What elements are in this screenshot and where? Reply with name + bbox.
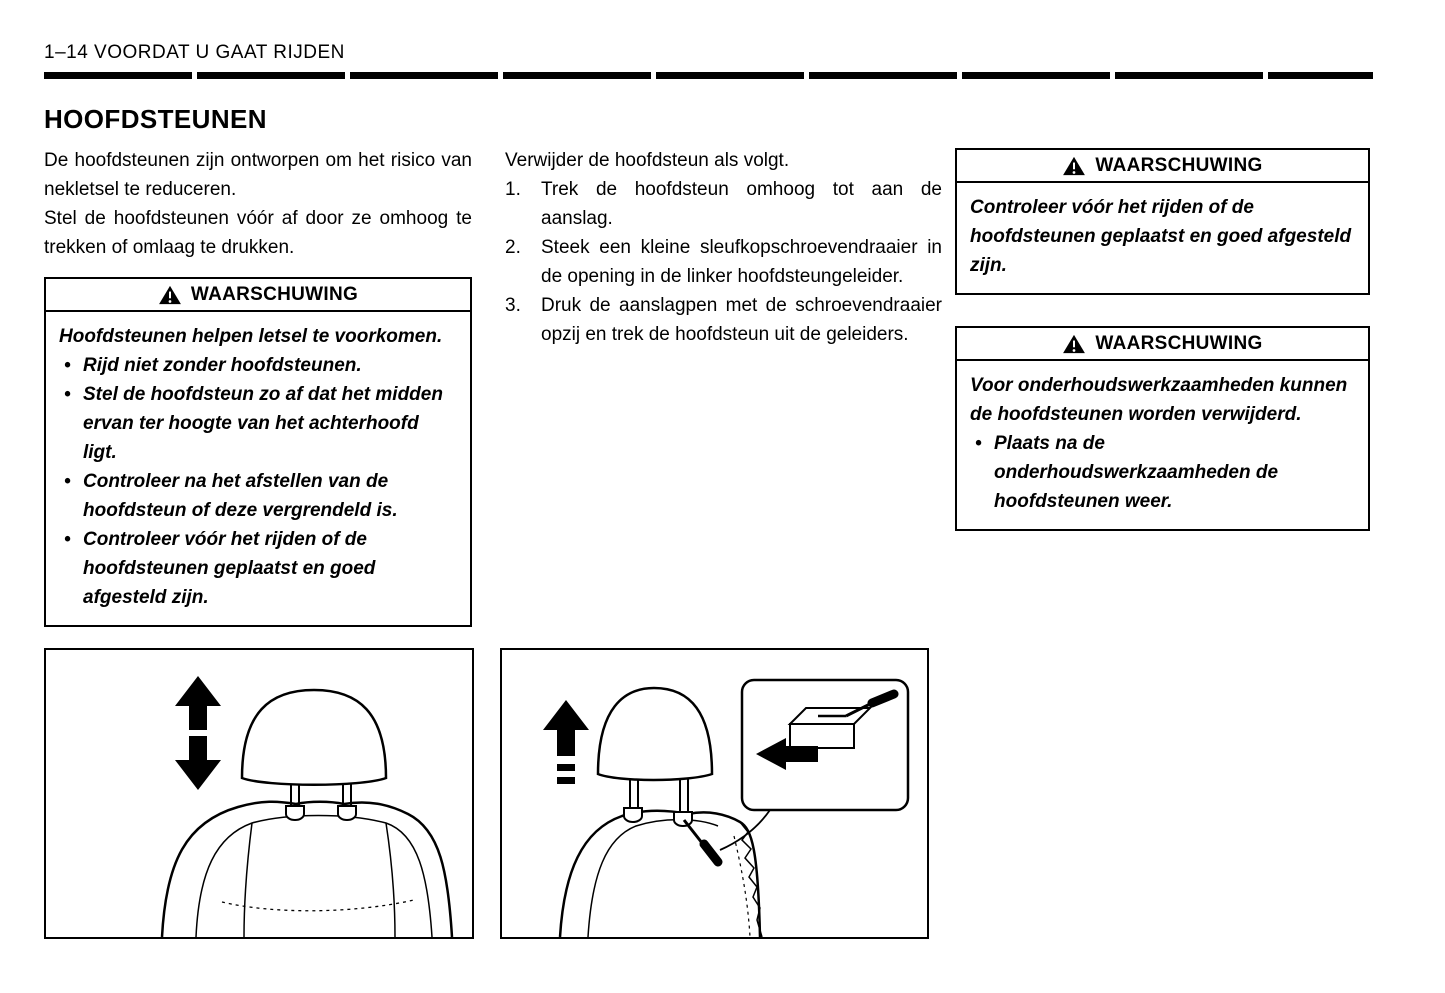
warning-bullet: • Controleer na het afstellen van de hoofdsteun of deze vergrendeld is.	[59, 467, 457, 525]
middle-column	[505, 146, 942, 349]
warning-bullet: • Plaats na de onderhoudswerkzaamheden de hoofdsteunen weer.	[970, 429, 1355, 516]
warning-lead: Hoofdsteunen helpen letsel te voorkomen.	[59, 326, 443, 347]
warning-box-maintenance	[955, 326, 1370, 531]
warning-body	[957, 361, 1368, 529]
warning-body	[46, 312, 470, 625]
warning-bullet: • Rijd niet zonder hoofdsteunen.	[59, 351, 457, 380]
step-text: Trek de hoofdsteun omhoog tot aan de aanslag.	[541, 179, 942, 229]
step-number: 3.	[505, 295, 521, 316]
warning-bullet-list	[970, 429, 1355, 516]
step-number: 2.	[505, 237, 521, 258]
warning-lead: Voor onderhoudswerkzaamheden kunnen de hoofdsteunen worden verwijderd.	[970, 375, 1348, 425]
warning-title: WAARSCHUWING	[1095, 155, 1263, 176]
warning-bullet: • Stel de hoofdsteun zo af dat het midden ervan ter hoogte van het achterhoofd ligt.	[59, 380, 457, 467]
step-text: Steek een kleine sleufkopschroevendraaier in de opening in de linker hoofdsteungeleider.	[541, 237, 942, 287]
step-item-3	[505, 291, 942, 349]
warning-header	[957, 328, 1368, 361]
up-arrow-icon	[175, 676, 221, 730]
warning-box-check-before-driving	[955, 148, 1370, 295]
illustration-headrest-removal	[500, 648, 929, 939]
steps-intro: Verwijder de hoofdsteun als volgt.	[505, 150, 790, 171]
section-title: HOOFDSTEUNEN	[44, 104, 267, 134]
warning-triangle-icon	[158, 285, 182, 305]
warning-triangle-icon	[1062, 334, 1086, 354]
warning-bullet-list	[59, 351, 457, 612]
intro-paragraph-2: Stel de hoofdsteunen vóór af door ze omhoog te trekken of omlaag te drukken.	[44, 208, 472, 258]
page-number-heading: 1–14 VOORDAT U GAAT RIJDEN	[44, 42, 345, 63]
header-rule	[44, 72, 1373, 79]
down-arrow-icon	[175, 736, 221, 790]
warning-box-headrests	[44, 277, 472, 627]
step-item-2	[505, 233, 942, 291]
intro-paragraph-1: De hoofdsteunen zijn ontworpen om het risico van nekletsel te reduceren.	[44, 150, 472, 200]
up-arrow-icon	[543, 700, 589, 756]
warning-bullet: • Controleer vóór het rijden of de hoofdsteunen geplaatst en goed afgesteld zijn.	[59, 525, 457, 612]
left-column	[44, 146, 472, 627]
right-column	[955, 148, 1370, 531]
step-number: 1.	[505, 179, 521, 200]
warning-triangle-icon	[1062, 156, 1086, 176]
warning-header	[46, 279, 470, 312]
warning-title: WAARSCHUWING	[1095, 333, 1263, 354]
warning-header	[957, 150, 1368, 183]
step-item-1	[505, 175, 942, 233]
warning-title: WAARSCHUWING	[190, 284, 359, 305]
warning-body	[957, 183, 1368, 293]
warning-text: Controleer vóór het rijden of de hoofdsteunen geplaatst en goed afgesteld zijn.	[970, 197, 1352, 276]
step-text: Druk de aanslagpen met de schroevendraaier opzij en trek de hoofdsteun uit de geleiders.	[541, 295, 942, 345]
illustration-headrest-adjustment	[44, 648, 474, 939]
